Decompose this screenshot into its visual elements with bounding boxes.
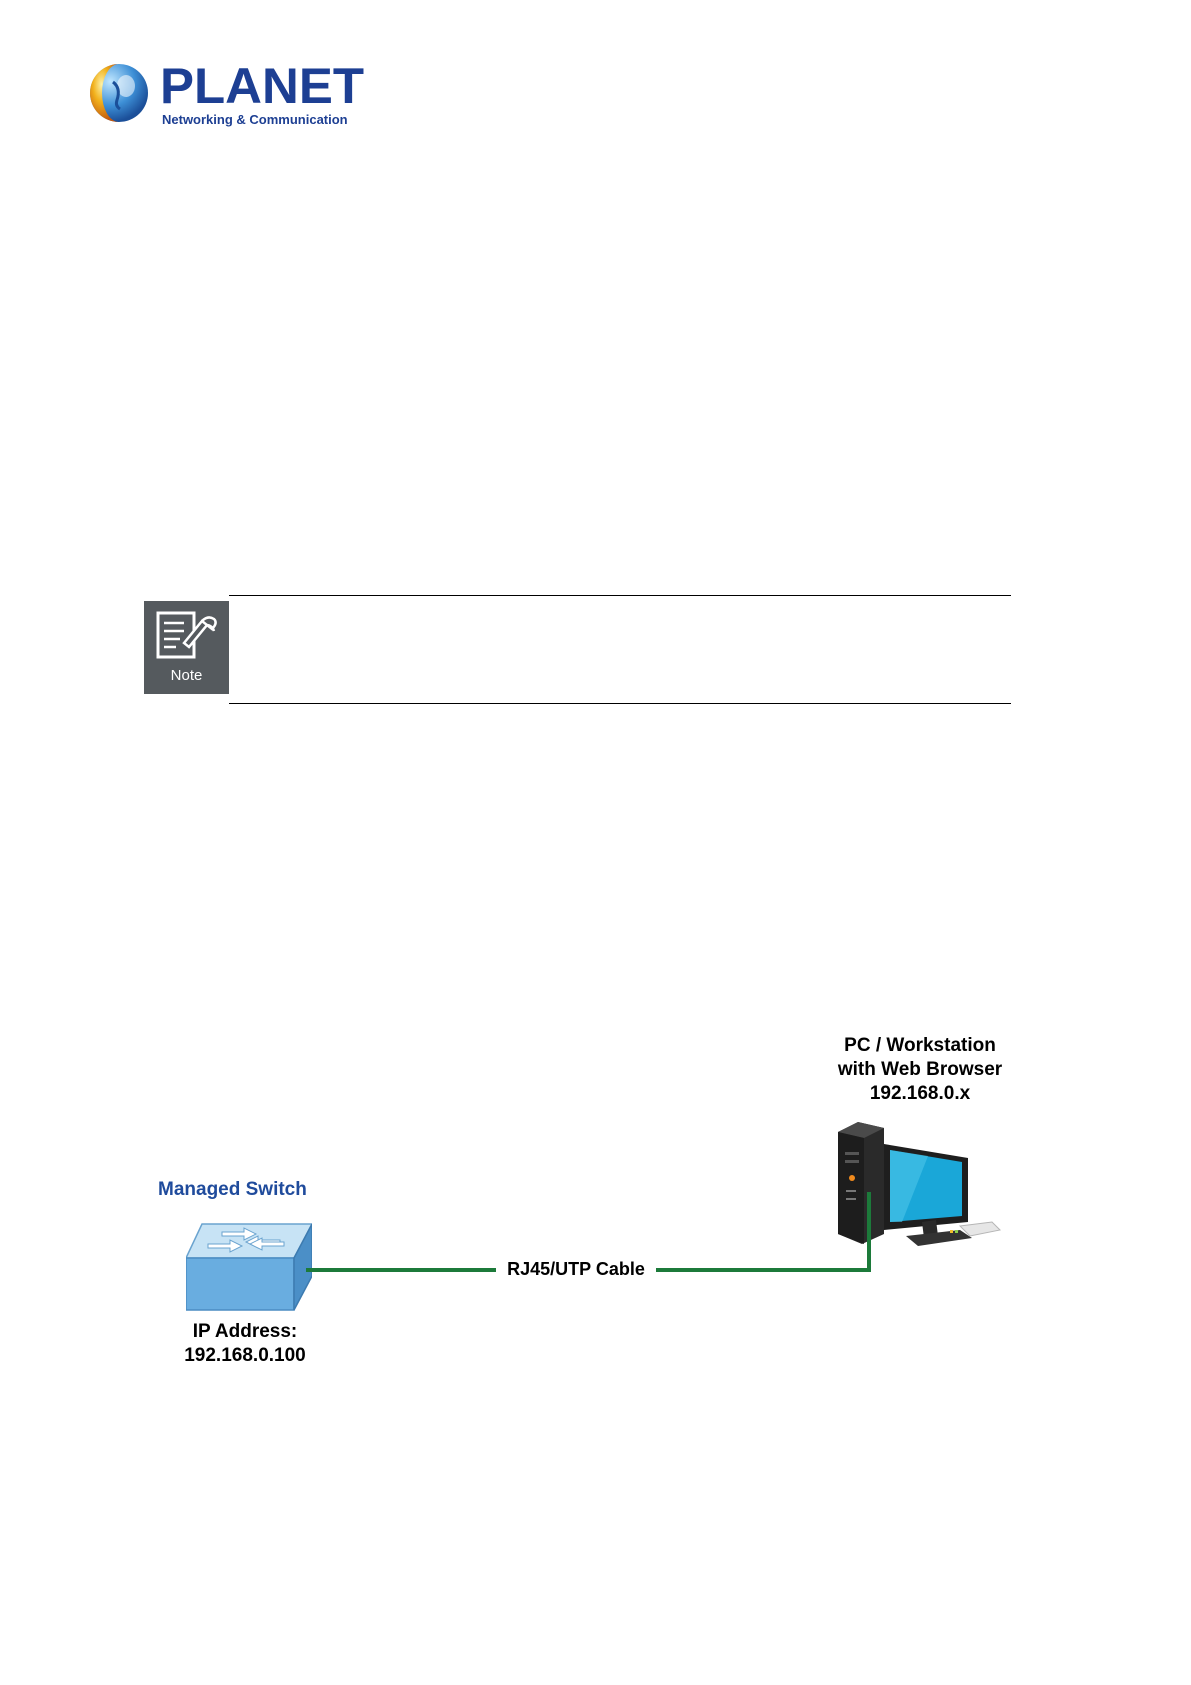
notepad-pen-icon <box>144 601 229 667</box>
pc-label-line-3: 192.168.0.x <box>869 1083 971 1104</box>
managed-switch-icon <box>186 1220 312 1315</box>
cable-label: RJ45/UTP Cable <box>496 1257 656 1281</box>
note-box <box>144 595 1011 705</box>
note-top-rule <box>229 595 1011 596</box>
globe-logo-icon <box>88 62 150 124</box>
pc-workstation-icon <box>832 1118 1002 1248</box>
planet-logo <box>88 58 364 133</box>
pc-label-line-1: PC / Workstation <box>844 1035 996 1056</box>
switch-ip-label <box>160 1320 330 1368</box>
ip-label-line-2: 192.168.0.100 <box>184 1345 306 1366</box>
pc-label <box>805 1034 1035 1106</box>
logo-tagline: Networking & Communication <box>162 112 348 127</box>
switch-title: Managed Switch <box>158 1179 307 1200</box>
note-icon <box>144 601 229 694</box>
cable-line-vertical <box>867 1192 871 1272</box>
note-bottom-rule <box>229 703 1011 704</box>
ip-label-line-1: IP Address: <box>192 1321 298 1342</box>
logo-wordmark: PLANET <box>160 58 364 114</box>
note-icon-label: Note <box>170 667 203 684</box>
connection-diagram <box>0 1020 1191 1420</box>
pc-label-line-2: with Web Browser <box>837 1059 1003 1080</box>
